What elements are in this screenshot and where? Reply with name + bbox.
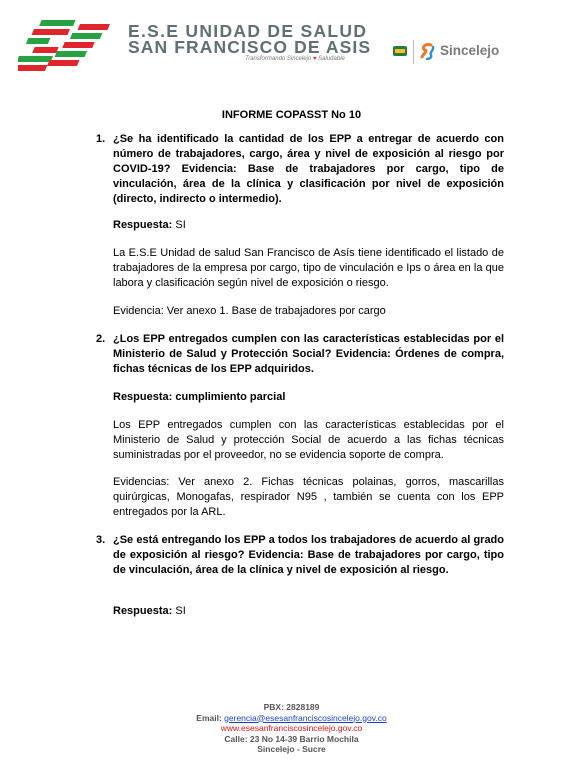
org-tagline: Transformando Sincelejo ♥ Saludable [245, 56, 345, 62]
footer-email-label: Email: [196, 712, 225, 723]
answer-value: cumplimiento parcial [172, 391, 286, 403]
answer-value: SI [172, 219, 186, 231]
footer-phone: PBX: 2828189 [263, 702, 320, 712]
institution-logo [18, 14, 118, 76]
answer-label: Respuesta: [113, 605, 173, 617]
question-number: 3. [96, 534, 106, 546]
footer-address: Calle: 23 No 14-39 Barrio Mochila [224, 733, 359, 744]
answer [113, 604, 186, 619]
org-name-line1: E.S.E UNIDAD DE SALUD [128, 21, 368, 41]
answer-label: Respuesta: [113, 391, 173, 403]
footer-city: Sincelejo - Sucre [257, 744, 326, 754]
footer-email-line [0, 713, 583, 724]
question-number: 1. [96, 133, 106, 145]
question-text: ¿Se está entregando los EPP a todos los trabajadores de acuerdo al grado de exposición al riesgo? Evidencia: Base de trabajadores por cargo, tipo de vinculación, área de la clínica y nivel de exposición al riesgo. [113, 534, 504, 576]
letterhead [0, 0, 583, 80]
answer-detail: La E.S.E Unidad de salud San Francisco de Asís tiene identificado el listado de trabajadores de la empresa por cargo, tipo de vinculación e Ips o área en la que labora y clasificación según nivel de exposición o riesgo. [113, 247, 504, 289]
answer-value: SI [172, 605, 186, 617]
heart-icon: ♥ [312, 56, 317, 62]
question-text: ¿Los EPP entregados cumplen con las características establecidas por el Ministerio de Salud y Protección Social? Evidencia: Órdenes de compra, fichas técnicas de los EPP adquiridos. [113, 333, 504, 375]
footer-email-link[interactable]: gerencia@esesanfranciscosincelejo.gov.co [224, 712, 387, 723]
footer-website-link[interactable]: www.esesanfranciscosincelejo.gov.co [220, 723, 363, 733]
question-text: ¿Se ha identificado la cantidad de los EPP a entregar de acuerdo con número de trabajadores, cargo, área y nivel de exposición al riesgo por COVID-19? Evidencia: Base de trabajadores por cargo, tipo de vinculación, área de la clínica y clasificación por nivel de exposición (directo, indirecto o intermedio). [113, 133, 504, 205]
page-title: INFORME COPASST No 10 [221, 109, 362, 121]
footer [0, 702, 583, 755]
city-name: Sincelejo [440, 43, 500, 58]
answer [113, 218, 186, 233]
seal-icon [392, 44, 408, 58]
answer-detail: Los EPP entregados cumplen con las características establecidas por el Ministerio de Salud y protección Social de acuerdo a las fichas técnicas suministradas por el proveedor, no se evidencia soporte de compra. [113, 419, 504, 461]
city-subtitle: ··· ··· ··· ·· ·· ··· [441, 58, 465, 62]
header-divider [413, 40, 414, 64]
answer [113, 390, 285, 405]
evidence-note: Evidencias: Ver anexo 2. Fichas técnicas polainas, gorros, mascarillas quirúrgicas, Monogafas, respirador N95 , también se cuenta con los EPP entregados por la ARL. [113, 476, 504, 518]
org-name-line2: SAN FRANCISCO DE ASIS [128, 37, 372, 57]
city-logo-icon [419, 42, 437, 60]
evidence-note: Evidencia: Ver anexo 1. Base de trabajadores por cargo [113, 305, 386, 317]
question-number: 2. [96, 333, 106, 345]
answer-label: Respuesta: [113, 219, 173, 231]
